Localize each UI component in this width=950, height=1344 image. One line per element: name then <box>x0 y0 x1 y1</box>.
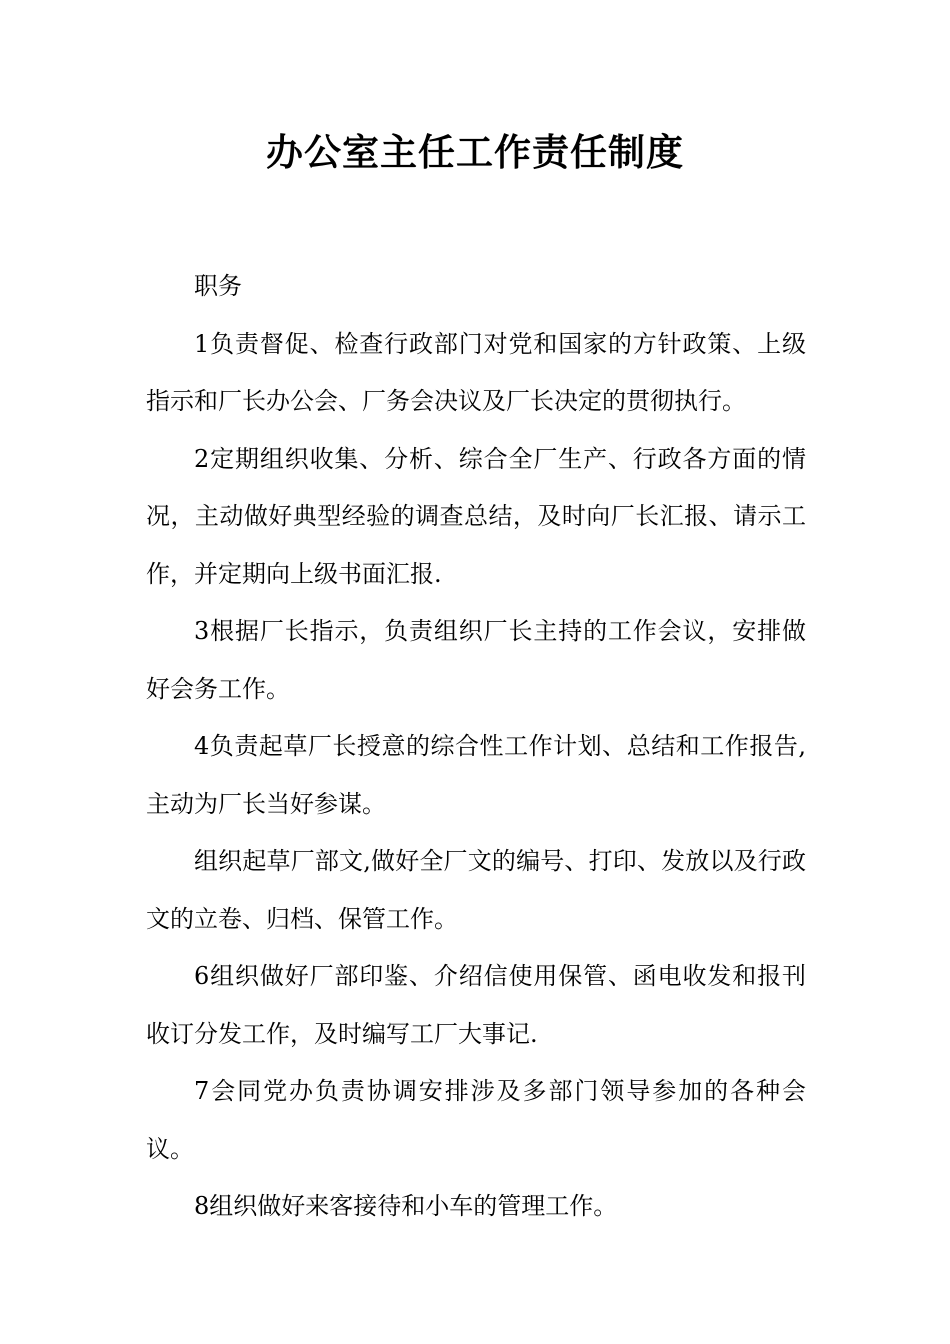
paragraph-item-6: 6组织做好厂部印鉴、介绍信使用保管、函电收发和报刊收订分发工作，及时编写工厂大事记. <box>146 962 806 1048</box>
paragraph-item-1: 1负责督促、检查行政部门对党和国家的方针政策、上级指示和厂长办公会、厂务会决议及厂长决定的贯彻执行。 <box>146 329 806 415</box>
paragraph-item-4: 4负责起草厂长授意的综合性工作计划、总结和工作报告,主动为厂长当好参谋。 <box>146 732 806 818</box>
paragraph-item-7: 7会同党办负责协调安排涉及多部门领导参加的各种会议。 <box>146 1077 806 1163</box>
paragraph-item-8: 8组织做好来客接待和小车的管理工作。 <box>194 1192 618 1220</box>
paragraph-heading-duties: 职务 <box>194 272 242 300</box>
document-title: 办公室主任工作责任制度 <box>266 131 684 174</box>
paragraph-item-5: 组织起草厂部文,做好全厂文的编号、打印、发放以及行政文的立卷、归档、保管工作。 <box>146 847 806 933</box>
document-body <box>146 258 806 1236</box>
paragraph-item-2: 2定期组织收集、分析、综合全厂生产、行政各方面的情况，主动做好典型经验的调查总结，及时向厂长汇报、请示工作，并定期向上级书面汇报. <box>146 444 806 588</box>
paragraph-item-3: 3根据厂长指示，负责组织厂长主持的工作会议，安排做好会务工作。 <box>146 617 806 703</box>
